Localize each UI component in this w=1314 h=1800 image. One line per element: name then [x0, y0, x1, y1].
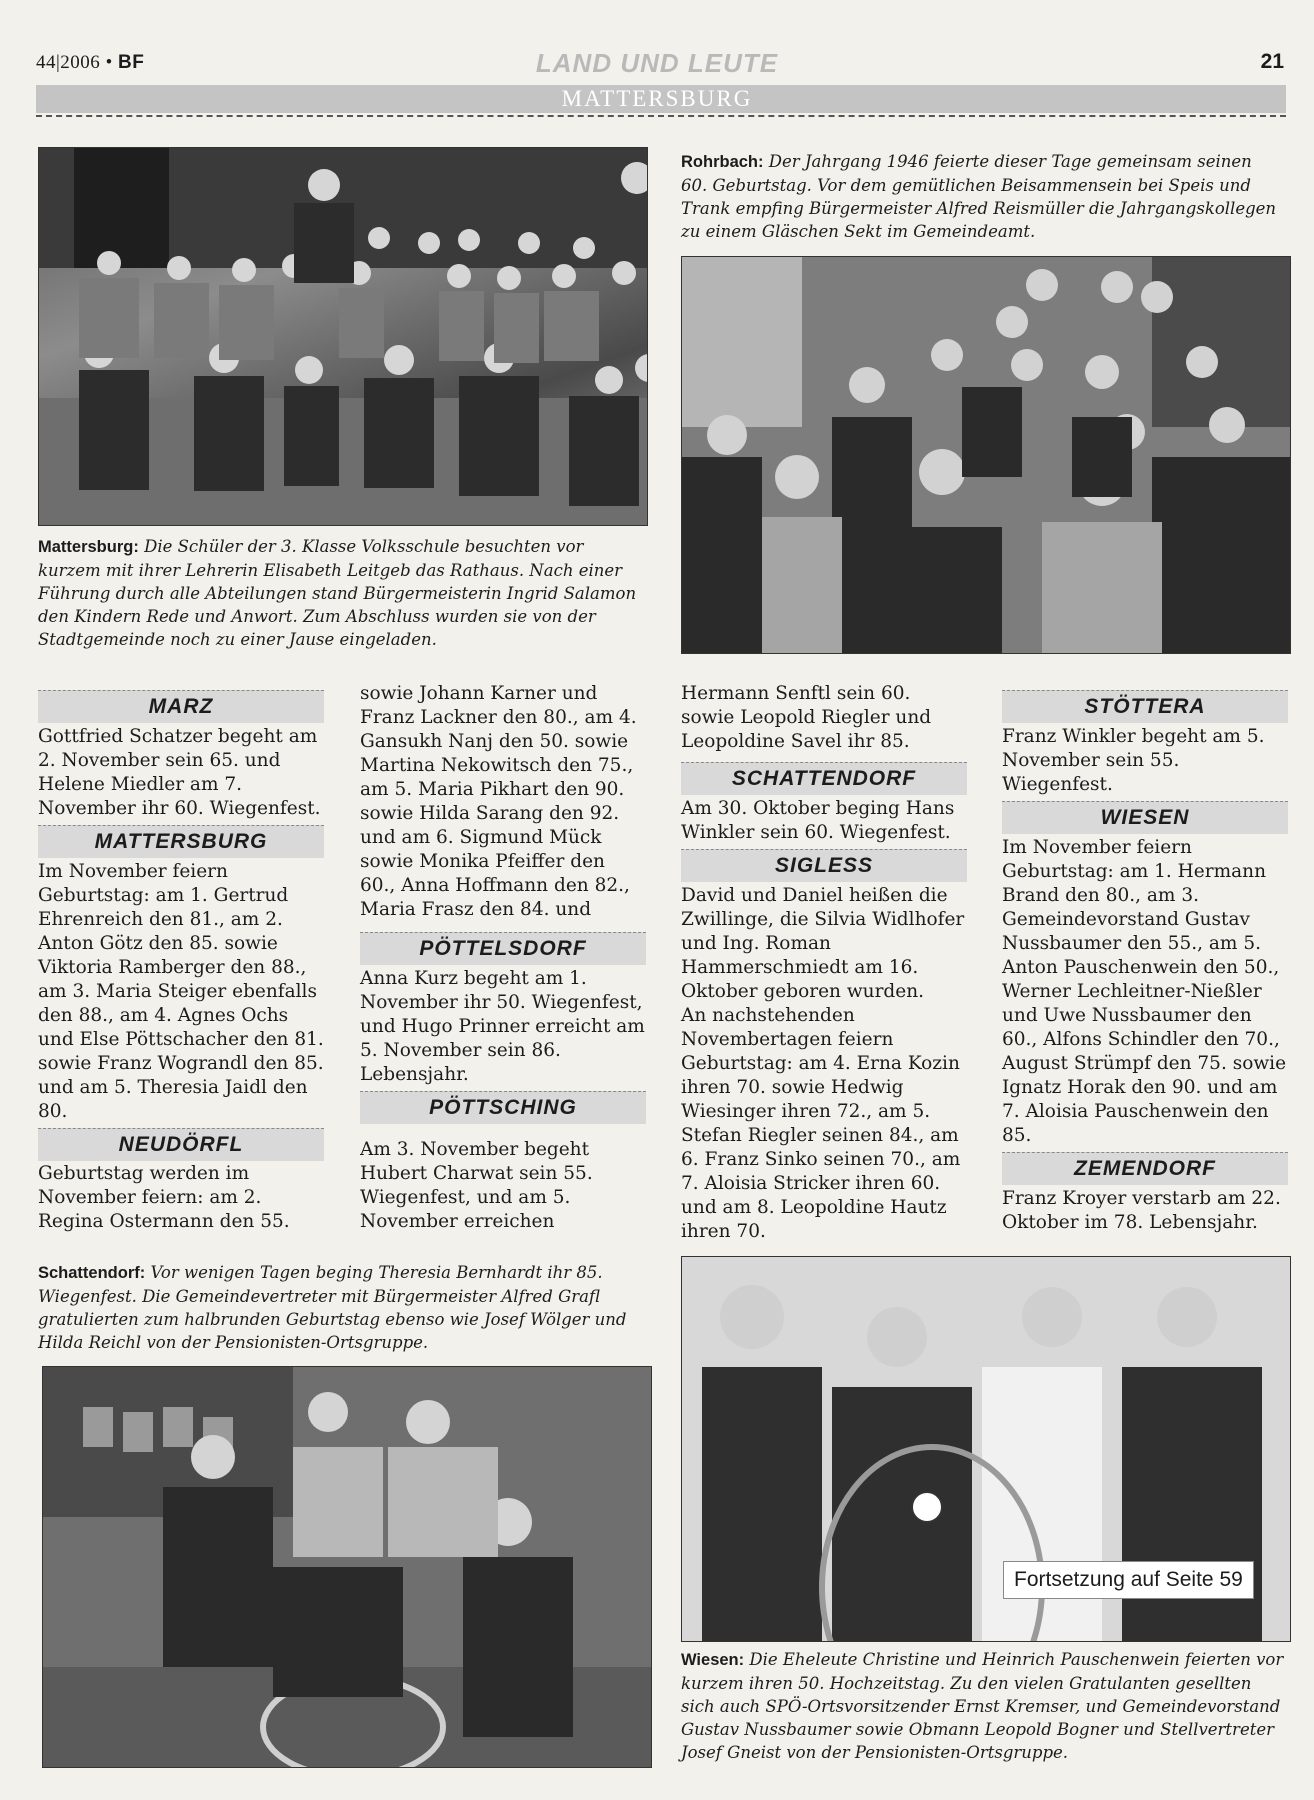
section-text-sigless-birthdays: An nachstehenden Novembertagen feiern Geburtstag: am 4. Erna Kozin ihren 70. sowie Hedwig Wiesinger ihren 72., am 5. Stefan Riegler seinen 84., am 6. Franz Sinko seinen 70., am 7. Aloisia Stricker ihren 60. und am 8. Leopoldine Hautz ihren 70. — [681, 1005, 961, 1242]
caption-place: Schattendorf: — [38, 1264, 146, 1282]
caption-text: Die Schüler der 3. Klasse Volksschule besuchten vor kurzem mit ihrer Lehrerin Elisabeth Leitgeb das Rathaus. Nach einer Führung durch alle Abteilungen stand Bürgermeisterin Ingrid Salamon den Kindern Rede und Anwort. Zum Abschluss wurden sie von der Stadtgemeinde noch zu einer Jause eingeladen. — [38, 537, 637, 649]
caption-place: Mattersburg: — [38, 538, 139, 556]
section-text-mattersburg: Im November feiern Geburtstag: am 1. Gertrud Ehrenreich den 81., am 2. Anton Götz den 85. sowie Viktoria Ramberger den 88., am 3. Maria Steiger ebenfalls den 88., am 4. Agnes Ochs und Else Pöttschacher den 81. sowie Franz Wograndl den 85. und am 5. Theresia Jaidl den 80. — [38, 861, 324, 1122]
section-text-schattendorf: Am 30. Oktober beging Hans Winkler sein 60. Wiegenfest. — [681, 798, 955, 843]
header-divider — [36, 115, 1286, 117]
caption-text: Der Jahrgang 1946 feierte dieser Tage gemeinsam seinen 60. Geburtstag. Vor dem gemütlichen Beisammensein bei Speis und Trank empfing Bürgermeister Alfred Reismüller die Jahrgangskollegen zu einem Gläschen Sekt im Gemeindeamt. — [681, 152, 1277, 241]
caption-schattendorf — [38, 1261, 650, 1354]
column-2 — [360, 932, 646, 1126]
photo-mattersburg-class — [38, 147, 648, 526]
section-heading-stoettera: STÖTTERA — [1002, 690, 1288, 723]
issue-number: 44|2006 — [36, 52, 101, 73]
column-3 — [681, 762, 967, 1244]
photo-schattendorf-birthday — [42, 1366, 652, 1768]
section-heading-poettelsdorf: PÖTTELSDORF — [360, 932, 646, 965]
section-text-wiesen: Im November feiern Geburtstag: am 1. Hermann Brand den 80., am 3. Gemeindevorstand Gustav Nussbaumer den 55., am 5. Anton Pauschenwein den 50., Werner Lechleitner-Nießler und Uwe Nussbaumer den 60., Alfons Schindler den 70., August Strümpf den 75. sowie Ignatz Horak den 90. und am 7. Aloisia Pauschenwein den 85. — [1002, 837, 1287, 1146]
caption-wiesen — [681, 1648, 1287, 1764]
caption-place: Rohrbach: — [681, 153, 764, 171]
section-heading-neudoerfl: NEUDÖRFL — [38, 1128, 324, 1161]
section-text-poettelsdorf: Anna Kurz begeht am 1. November ihr 50. Wiegenfest, und Hugo Prinner erreicht am 5. November sein 86. Lebensjahr. — [360, 968, 645, 1085]
section-text-neudoerfl: sowie Johann Karner und Franz Lackner den 80., am 4. Gansukh Nanj den 50. sowie Martina Nekowitsch den 75., am 5. Maria Pikhart den 90. sowie Hilda Sarang den 92. und am 6. Sigmund Mück sowie Monika Pfeiffer den 60., Anna Hoffmann den 82., Maria Frasz den 84. und — [360, 683, 637, 920]
section-text-poettsching: Am 3. November begeht Hubert Charwat sein 55. Wiegenfest, und am 5. November erreichen — [360, 1139, 593, 1232]
column-4 — [1002, 690, 1288, 1235]
section-heading-mattersburg: MATTERSBURG — [38, 825, 324, 858]
photo-rohrbach-jahrgang — [681, 256, 1291, 654]
page-number: 21 — [1260, 50, 1284, 73]
caption-mattersburg — [38, 535, 650, 651]
section-text-marz: Gottfried Schatzer begeht am 2. November sein 65. und Helene Miedler am 7. November ihr 60. Wiegenfest. — [38, 726, 321, 819]
section-heading-wiesen: WIESEN — [1002, 801, 1288, 834]
section-heading-marz: MARZ — [38, 690, 324, 723]
section-text-sigless-births: David und Daniel heißen die Zwillinge, die Silvia Widlhofer und Ing. Roman Hammerschmiedt am 16. Oktober geboren wurden. — [681, 885, 965, 1002]
section-text-neudoerfl: Geburtstag werden im November feiern: am 2. Regina Ostermann den 55. — [38, 1163, 290, 1232]
section-title: LAND UND LEUTE — [535, 48, 779, 78]
section-heading-schattendorf: SCHATTENDORF — [681, 762, 967, 795]
section-text-poettsching-part2 — [681, 682, 967, 754]
column-1 — [38, 690, 324, 1163]
section-heading-sigless: SIGLESS — [681, 849, 967, 882]
section-heading-zemendorf: ZEMENDORF — [1002, 1152, 1288, 1185]
section-heading-poettsching: PÖTTSCHING — [360, 1091, 646, 1124]
caption-text: Die Eheleute Christine und Heinrich Pauschenwein feierten vor kurzem ihren 50. Hochzeitstag. Zu den vielen Gratulanten gesellten sich auch SPÖ-Ortsvorsitzender Ernst Kremser, und Gemeindevorstand Gustav Nussbaumer sowie Obmann Leopold Bogner und Stellvertreter Josef Gneist von der Pensionisten-Ortsgruppe. — [681, 1650, 1284, 1762]
section-text-poettsching-part1 — [360, 1138, 646, 1234]
caption-rohrbach — [681, 150, 1281, 243]
region-title: MATTERSBURG — [561, 86, 753, 111]
caption-text: Vor wenigen Tagen beging Theresia Bernhardt ihr 85. Wiegenfest. Die Gemeindevertreter mit Bürgermeister Alfred Grafl gratulierten zum halbrunden Geburtstag ebenso wie Josef Wölger und Hilda Reichl von der Pensionisten-Ortsgruppe. — [38, 1263, 627, 1352]
section-text-neudoerfl-part1 — [38, 1162, 324, 1234]
brand: BF — [117, 52, 145, 73]
section-text-stoettera: Franz Winkler begeht am 5. November sein 55. Wiegenfest. — [1002, 726, 1265, 795]
caption-place: Wiesen: — [681, 1651, 745, 1669]
section-text-zemendorf: Franz Kroyer verstarb am 22. Oktober im 78. Lebensjahr. — [1002, 1188, 1281, 1233]
bullet: • — [105, 52, 113, 73]
section-text-poettsching: Hermann Senftl sein 60. sowie Leopold Riegler und Leopoldine Savel ihr 85. — [681, 683, 932, 752]
continuation-note: Fortsetzung auf Seite 59 — [1003, 1561, 1254, 1599]
section-text-neudoerfl-part2 — [360, 682, 646, 922]
